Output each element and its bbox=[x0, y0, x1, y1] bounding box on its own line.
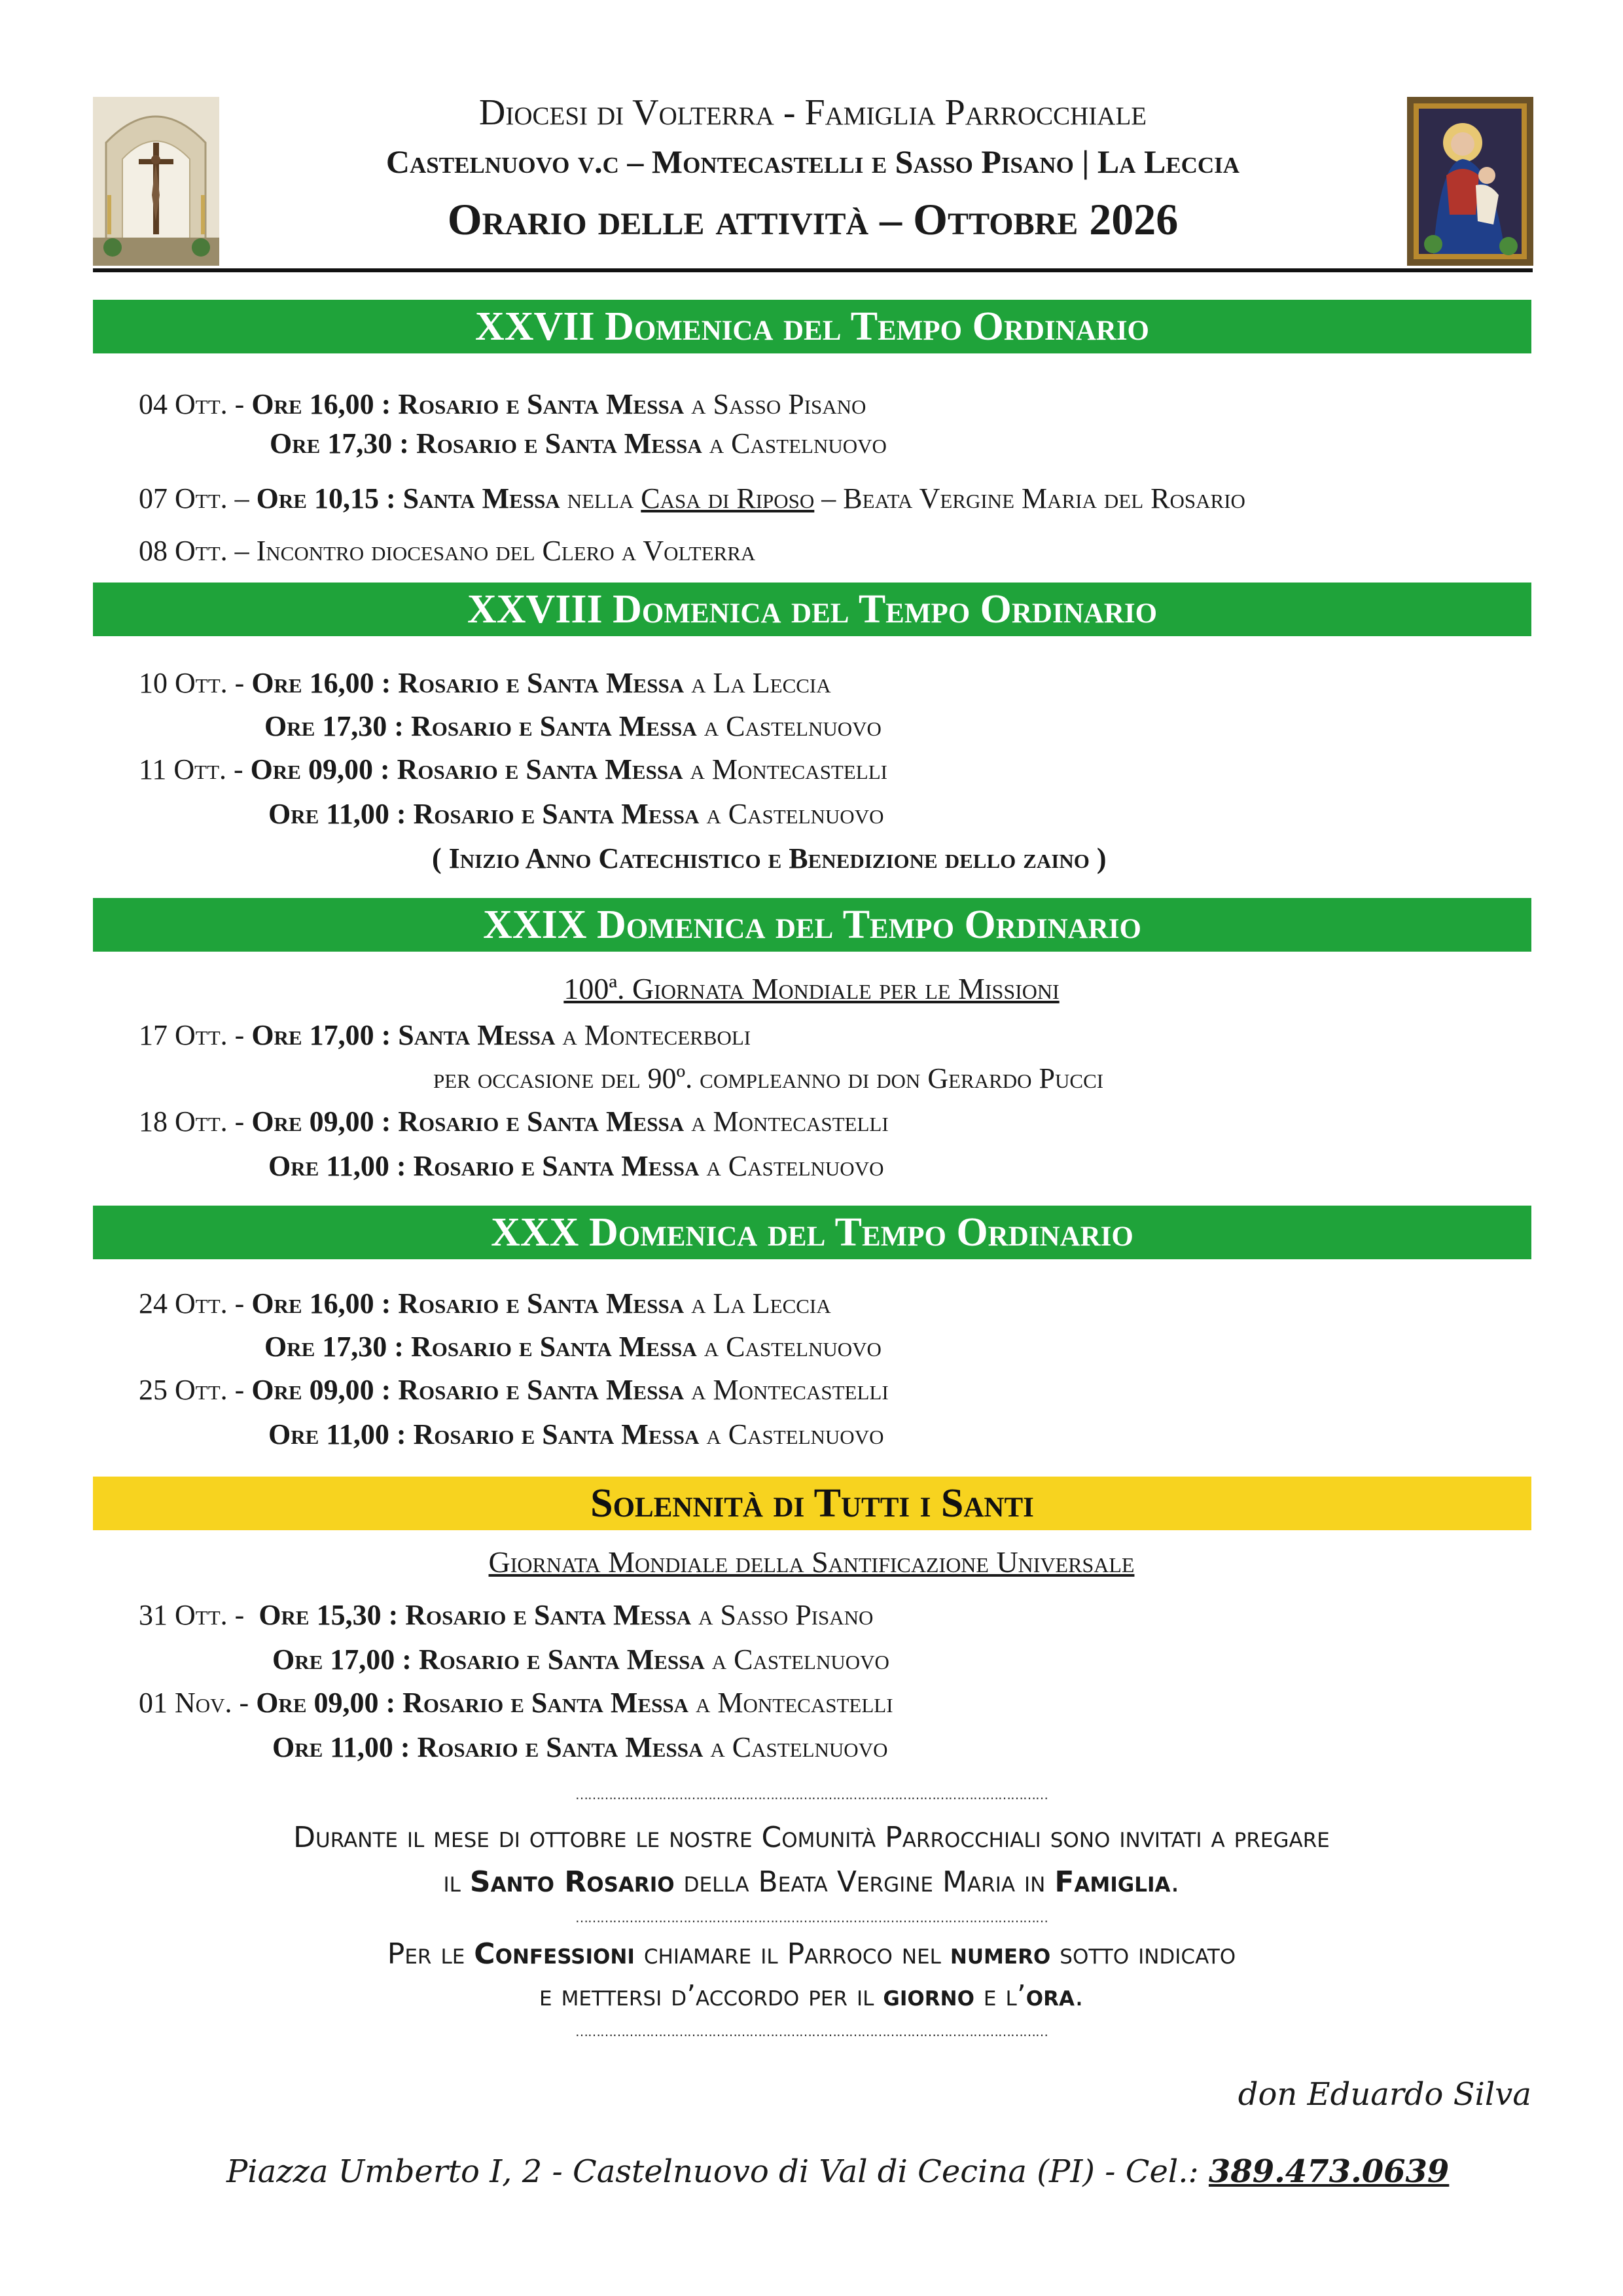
schedule-row: 04 Ott. - Ore 16,00 : Rosario e Santa Messa a Sasso Pisano bbox=[139, 388, 866, 420]
sanctification-day-subtitle: Giornata Mondiale della Santificazione Universale bbox=[488, 1545, 1135, 1579]
section-title-xxvii: XXVII Domenica del Tempo Ordinario bbox=[93, 300, 1531, 353]
schedule-row: Ore 11,00 : Rosario e Santa Messa a Castelnuovo bbox=[268, 798, 884, 830]
header-divider bbox=[93, 268, 1533, 272]
header-diocese: Diocesi di Volterra - Famiglia Parrocchiale bbox=[478, 92, 1147, 133]
rosary-notice-line2: il Santo Rosario della Beata Vergine Maria in Famiglia. bbox=[443, 1865, 1180, 1899]
missions-day-subtitle: 100ª. Giornata Mondiale per le Missioni bbox=[563, 972, 1060, 1005]
schedule-row: 01 Nov. - Ore 09,00 : Rosario e Santa Messa a Montecastelli bbox=[139, 1687, 893, 1719]
schedule-row: 11 Ott. - Ore 09,00 : Rosario e Santa Messa a Montecastelli bbox=[139, 753, 887, 785]
page-title: Orario delle attività – Ottobre 2026 bbox=[447, 194, 1179, 244]
parish-address: Piazza Umberto I, 2 - Castelnuovo di Val di Cecina (PI) - Cel.: 389.473.0639 bbox=[226, 2153, 1450, 2190]
schedule-row: 08 Ott. – Incontro diocesano del Clero a Volterra bbox=[139, 535, 756, 567]
birthday-note: per occasione del 90º. compleanno di don Gerardo Pucci bbox=[433, 1062, 1104, 1094]
header-parishes: Castelnuovo v.c – Montecastelli e Sasso Pisano | La Leccia bbox=[385, 143, 1240, 180]
schedule-row: 10 Ott. - Ore 16,00 : Rosario e Santa Messa a La Leccia bbox=[139, 667, 831, 699]
madonna-icon-image bbox=[1407, 97, 1533, 266]
section-title-xxix: XXIX Domenica del Tempo Ordinario bbox=[93, 898, 1531, 952]
section-title-xxx: XXX Domenica del Tempo Ordinario bbox=[93, 1206, 1531, 1259]
schedule-row: Ore 17,00 : Rosario e Santa Messa a Castelnuovo bbox=[272, 1643, 889, 1676]
rosary-notice-line1: Durante il mese di ottobre le nostre Comunità Parrocchiali sono invitati a pregare bbox=[293, 1821, 1330, 1854]
schedule-row: Ore 11,00 : Rosario e Santa Messa a Castelnuovo bbox=[268, 1418, 884, 1450]
crucifix-altar-image bbox=[93, 97, 219, 266]
schedule-row: Ore 17,30 : Rosario e Santa Messa a Castelnuovo bbox=[264, 1331, 882, 1363]
catechism-note: ( Inizio Anno Catechistico e Benedizione dello zaino ) bbox=[432, 842, 1107, 874]
schedule-row: 17 Ott. - Ore 17,00 : Santa Messa a Montecerboli bbox=[139, 1019, 751, 1051]
schedule-row: 18 Ott. - Ore 09,00 : Rosario e Santa Messa a Montecastelli bbox=[139, 1105, 889, 1138]
dotted-separator: …………………………………………………………………………………………………… bbox=[575, 1910, 1048, 1926]
schedule-row: 25 Ott. - Ore 09,00 : Rosario e Santa Messa a Montecastelli bbox=[139, 1374, 889, 1406]
schedule-row: Ore 17,30 : Rosario e Santa Messa a Castelnuovo bbox=[270, 427, 887, 459]
schedule-row: 24 Ott. - Ore 16,00 : Rosario e Santa Messa a La Leccia bbox=[139, 1287, 831, 1319]
schedule-row: 07 Ott. – Ore 10,15 : Santa Messa nella Casa di Riposo – Beata Vergine Maria del Rosario bbox=[139, 482, 1245, 514]
confession-notice-line1: Per le Confessioni chiamare il Parroco nel numero sotto indicato bbox=[387, 1937, 1236, 1971]
schedule-row: 31 Ott. - Ore 15,30 : Rosario e Santa Messa a Sasso Pisano bbox=[139, 1599, 874, 1631]
schedule-row: Ore 17,30 : Rosario e Santa Messa a Castelnuovo bbox=[264, 710, 882, 742]
dotted-separator: …………………………………………………………………………………………………… bbox=[575, 1787, 1048, 1803]
confession-notice-line2: e mettersi d’accordo per il giorno e l’ora. bbox=[539, 1979, 1084, 2013]
schedule-row: Ore 11,00 : Rosario e Santa Messa a Castelnuovo bbox=[268, 1150, 884, 1182]
dotted-separator: …………………………………………………………………………………………………… bbox=[575, 2024, 1048, 2039]
section-title-xxviii: XXVIII Domenica del Tempo Ordinario bbox=[93, 583, 1531, 636]
schedule-row: Ore 11,00 : Rosario e Santa Messa a Castelnuovo bbox=[272, 1731, 888, 1763]
phone-number[interactable]: 389.473.0639 bbox=[1208, 2153, 1450, 2190]
section-title-all-saints: Solennità di Tutti i Santi bbox=[93, 1477, 1531, 1530]
priest-signature: don Eduardo Silva bbox=[1238, 2076, 1531, 2113]
